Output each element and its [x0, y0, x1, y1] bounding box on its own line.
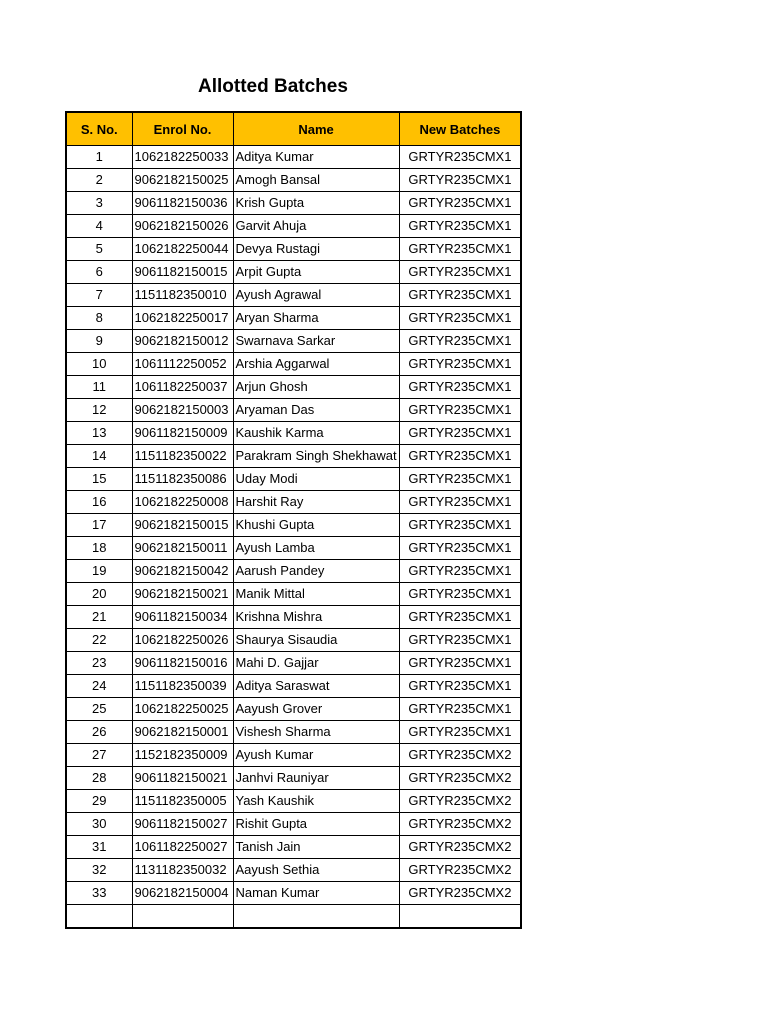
cell-name: Aayush Grover	[233, 698, 399, 721]
cell-enrol-no: 1061112250052	[132, 353, 233, 376]
cell-name: Manik Mittal	[233, 583, 399, 606]
cell-enrol-no: 9062182150012	[132, 330, 233, 353]
cell-new-batch: GRTYR235CMX1	[399, 537, 521, 560]
cell-enrol-no: 9061182150009	[132, 422, 233, 445]
cell-sno: 22	[66, 629, 132, 652]
cell-enrol-no: 9062182150026	[132, 215, 233, 238]
header-row	[66, 112, 521, 146]
header-new-batches: New Batches	[399, 112, 521, 146]
cell-enrol-no: 9061182150034	[132, 606, 233, 629]
cell-sno: 2	[66, 169, 132, 192]
cell-name: Ayush Kumar	[233, 744, 399, 767]
table-row	[66, 698, 521, 721]
cell-sno: 28	[66, 767, 132, 790]
cell-new-batch: GRTYR235CMX1	[399, 583, 521, 606]
table-row	[66, 767, 521, 790]
cell-name: Harshit Ray	[233, 491, 399, 514]
cell-name: Rishit Gupta	[233, 813, 399, 836]
table-header	[66, 112, 521, 146]
cell-enrol-no: 1151182350022	[132, 445, 233, 468]
table-row	[66, 376, 521, 399]
cell-enrol-no: 9061182150015	[132, 261, 233, 284]
cell-sno: 8	[66, 307, 132, 330]
table-row	[66, 652, 521, 675]
cell-new-batch: GRTYR235CMX1	[399, 606, 521, 629]
page-title: Allotted Batches	[198, 76, 348, 97]
cell-sno: 29	[66, 790, 132, 813]
cell-sno: 25	[66, 698, 132, 721]
cell-new-batch: GRTYR235CMX1	[399, 514, 521, 537]
table-row	[66, 146, 521, 169]
header-sno: S. No.	[66, 112, 132, 146]
cell-new-batch: GRTYR235CMX1	[399, 376, 521, 399]
cell-name: Aayush Sethia	[233, 859, 399, 882]
header-enrol-no: Enrol No.	[132, 112, 233, 146]
table-row	[66, 744, 521, 767]
cell-enrol-no: 9061182150036	[132, 192, 233, 215]
cell-sno: 11	[66, 376, 132, 399]
cell-name: Krishna Mishra	[233, 606, 399, 629]
cell-name: Swarnava Sarkar	[233, 330, 399, 353]
cell-sno: 10	[66, 353, 132, 376]
table-row	[66, 629, 521, 652]
cell-enrol-no: 1151182350086	[132, 468, 233, 491]
cell-name: Devya Rustagi	[233, 238, 399, 261]
cell-name: Khushi Gupta	[233, 514, 399, 537]
allotted-batches-table	[65, 111, 522, 929]
cell-new-batch: GRTYR235CMX2	[399, 882, 521, 905]
cell-new-batch: GRTYR235CMX1	[399, 698, 521, 721]
cell-sno: 6	[66, 261, 132, 284]
cell-new-batch: GRTYR235CMX1	[399, 215, 521, 238]
cell-name: Arpit Gupta	[233, 261, 399, 284]
cell-sno: 23	[66, 652, 132, 675]
cell-sno: 17	[66, 514, 132, 537]
cell-name: Tanish Jain	[233, 836, 399, 859]
cell-new-batch: GRTYR235CMX1	[399, 721, 521, 744]
cell-sno	[66, 905, 132, 929]
cell-name: Kaushik Karma	[233, 422, 399, 445]
table-row	[66, 606, 521, 629]
cell-new-batch: GRTYR235CMX1	[399, 238, 521, 261]
cell-sno: 26	[66, 721, 132, 744]
cell-sno: 18	[66, 537, 132, 560]
cell-new-batch: GRTYR235CMX1	[399, 307, 521, 330]
table-row	[66, 422, 521, 445]
cell-new-batch: GRTYR235CMX1	[399, 491, 521, 514]
cell-name: Arshia Aggarwal	[233, 353, 399, 376]
cell-new-batch: GRTYR235CMX2	[399, 790, 521, 813]
cell-name: Amogh Bansal	[233, 169, 399, 192]
table-row	[66, 721, 521, 744]
cell-enrol-no: 9062182150011	[132, 537, 233, 560]
cell-sno: 20	[66, 583, 132, 606]
cell-enrol-no: 1062182250017	[132, 307, 233, 330]
cell-sno: 13	[66, 422, 132, 445]
table-row	[66, 468, 521, 491]
table-row	[66, 836, 521, 859]
cell-enrol-no: 9062182150042	[132, 560, 233, 583]
table-row	[66, 215, 521, 238]
cell-name: Aarush Pandey	[233, 560, 399, 583]
table-row	[66, 514, 521, 537]
cell-name: Ayush Agrawal	[233, 284, 399, 307]
cell-sno: 3	[66, 192, 132, 215]
cell-name: Uday Modi	[233, 468, 399, 491]
cell-enrol-no: 9062182150001	[132, 721, 233, 744]
cell-sno: 19	[66, 560, 132, 583]
cell-enrol-no: 9062182150003	[132, 399, 233, 422]
cell-name: Aryaman Das	[233, 399, 399, 422]
table-row	[66, 238, 521, 261]
table-row	[66, 353, 521, 376]
cell-enrol-no: 1062182250044	[132, 238, 233, 261]
cell-new-batch	[399, 905, 521, 929]
table-row	[66, 192, 521, 215]
table-row	[66, 307, 521, 330]
table-row	[66, 399, 521, 422]
cell-new-batch: GRTYR235CMX1	[399, 445, 521, 468]
cell-name: Krish Gupta	[233, 192, 399, 215]
table-row	[66, 905, 521, 929]
table-row	[66, 261, 521, 284]
cell-new-batch: GRTYR235CMX2	[399, 813, 521, 836]
cell-name	[233, 905, 399, 929]
cell-new-batch: GRTYR235CMX1	[399, 422, 521, 445]
cell-enrol-no	[132, 905, 233, 929]
table-row	[66, 790, 521, 813]
cell-enrol-no: 1061182250027	[132, 836, 233, 859]
table-row	[66, 675, 521, 698]
header-name: Name	[233, 112, 399, 146]
cell-sno: 21	[66, 606, 132, 629]
cell-enrol-no: 9061182150027	[132, 813, 233, 836]
cell-enrol-no: 1062182250033	[132, 146, 233, 169]
cell-sno: 31	[66, 836, 132, 859]
cell-name: Aryan Sharma	[233, 307, 399, 330]
cell-name: Vishesh Sharma	[233, 721, 399, 744]
cell-sno: 5	[66, 238, 132, 261]
cell-new-batch: GRTYR235CMX1	[399, 353, 521, 376]
cell-enrol-no: 9061182150021	[132, 767, 233, 790]
cell-new-batch: GRTYR235CMX2	[399, 836, 521, 859]
cell-new-batch: GRTYR235CMX1	[399, 330, 521, 353]
cell-sno: 27	[66, 744, 132, 767]
table-row	[66, 882, 521, 905]
cell-new-batch: GRTYR235CMX1	[399, 284, 521, 307]
cell-new-batch: GRTYR235CMX1	[399, 192, 521, 215]
cell-sno: 16	[66, 491, 132, 514]
cell-enrol-no: 1151182350005	[132, 790, 233, 813]
cell-sno: 7	[66, 284, 132, 307]
cell-enrol-no: 9061182150016	[132, 652, 233, 675]
cell-sno: 15	[66, 468, 132, 491]
cell-new-batch: GRTYR235CMX1	[399, 675, 521, 698]
cell-name: Janhvi Rauniyar	[233, 767, 399, 790]
cell-sno: 14	[66, 445, 132, 468]
table-row	[66, 491, 521, 514]
cell-new-batch: GRTYR235CMX1	[399, 169, 521, 192]
cell-name: Ayush Lamba	[233, 537, 399, 560]
cell-name: Aditya Saraswat	[233, 675, 399, 698]
cell-new-batch: GRTYR235CMX2	[399, 744, 521, 767]
table-row	[66, 445, 521, 468]
cell-name: Arjun Ghosh	[233, 376, 399, 399]
cell-name: Yash Kaushik	[233, 790, 399, 813]
cell-name: Parakram Singh Shekhawat	[233, 445, 399, 468]
cell-new-batch: GRTYR235CMX1	[399, 468, 521, 491]
cell-sno: 1	[66, 146, 132, 169]
cell-sno: 33	[66, 882, 132, 905]
cell-enrol-no: 9062182150025	[132, 169, 233, 192]
cell-new-batch: GRTYR235CMX2	[399, 859, 521, 882]
cell-enrol-no: 1062182250025	[132, 698, 233, 721]
cell-new-batch: GRTYR235CMX1	[399, 146, 521, 169]
cell-new-batch: GRTYR235CMX1	[399, 652, 521, 675]
cell-enrol-no: 1151182350039	[132, 675, 233, 698]
cell-new-batch: GRTYR235CMX2	[399, 767, 521, 790]
cell-sno: 9	[66, 330, 132, 353]
table-row	[66, 169, 521, 192]
cell-enrol-no: 9062182150021	[132, 583, 233, 606]
cell-name: Aditya Kumar	[233, 146, 399, 169]
cell-name: Mahi D. Gajjar	[233, 652, 399, 675]
cell-new-batch: GRTYR235CMX1	[399, 399, 521, 422]
cell-sno: 30	[66, 813, 132, 836]
cell-enrol-no: 9062182150015	[132, 514, 233, 537]
table-row	[66, 330, 521, 353]
cell-enrol-no: 1061182250037	[132, 376, 233, 399]
cell-sno: 4	[66, 215, 132, 238]
table-body	[66, 146, 521, 929]
cell-new-batch: GRTYR235CMX1	[399, 629, 521, 652]
table-row	[66, 284, 521, 307]
table-row	[66, 813, 521, 836]
cell-enrol-no: 1062182250026	[132, 629, 233, 652]
cell-enrol-no: 1151182350010	[132, 284, 233, 307]
cell-enrol-no: 1062182250008	[132, 491, 233, 514]
cell-sno: 24	[66, 675, 132, 698]
table-row	[66, 537, 521, 560]
cell-name: Shaurya Sisaudia	[233, 629, 399, 652]
table-row	[66, 583, 521, 606]
cell-enrol-no: 1131182350032	[132, 859, 233, 882]
cell-name: Garvit Ahuja	[233, 215, 399, 238]
cell-sno: 32	[66, 859, 132, 882]
table-row	[66, 859, 521, 882]
cell-enrol-no: 1152182350009	[132, 744, 233, 767]
cell-name: Naman Kumar	[233, 882, 399, 905]
cell-new-batch: GRTYR235CMX1	[399, 261, 521, 284]
cell-enrol-no: 9062182150004	[132, 882, 233, 905]
cell-new-batch: GRTYR235CMX1	[399, 560, 521, 583]
cell-sno: 12	[66, 399, 132, 422]
table-row	[66, 560, 521, 583]
